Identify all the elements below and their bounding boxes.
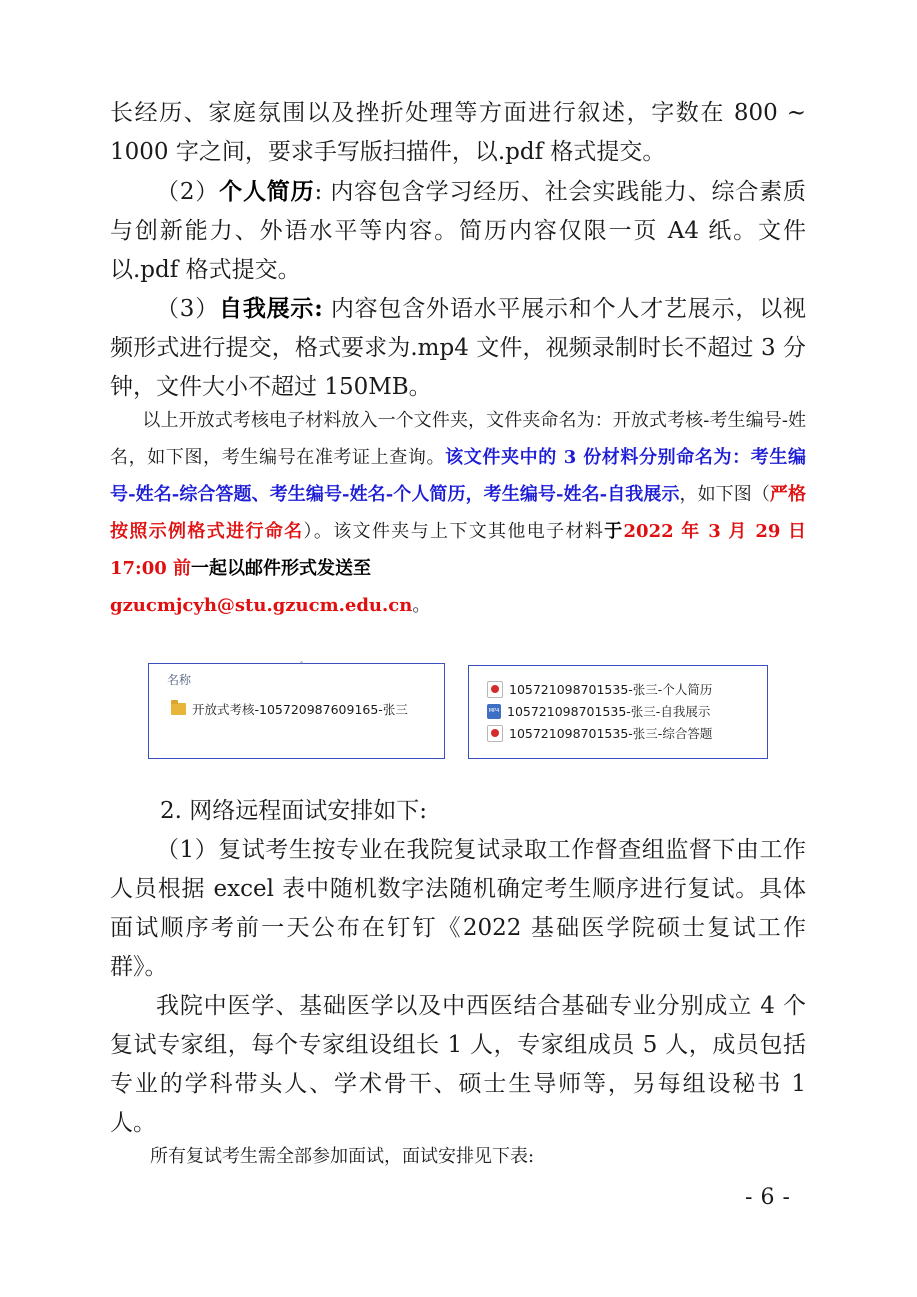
file-row[interactable]: [487, 680, 712, 698]
note-deadline: 2022 年 3 月 29 日 17:00 前: [110, 521, 807, 579]
item2-number: （2）: [156, 179, 220, 205]
note-text-2: ，如下图（: [679, 484, 770, 505]
item1-number: （1）: [156, 837, 219, 863]
pdf-file-icon: [487, 725, 503, 742]
item1-paragraph: [110, 831, 806, 987]
item3-title: 自我展示:: [219, 295, 323, 322]
file-row[interactable]: [487, 702, 710, 720]
files-example-window: [468, 665, 768, 759]
item3-number: （3）: [156, 296, 220, 322]
page-number-value: 6: [760, 1185, 783, 1210]
name-column-header[interactable]: 名称: [167, 673, 192, 687]
note-bold-2: 一起以邮件形式发送至: [191, 558, 372, 579]
section2-heading: [160, 792, 800, 831]
note-text-3: ）。该文件夹与上下文其他电子材料: [303, 521, 605, 542]
item3-paragraph: [110, 289, 806, 407]
folder-name: 开放式考核-105720987609165-张三: [192, 702, 408, 717]
page-number-dash-right: -: [782, 1185, 798, 1210]
item2-title: 个人简历: [219, 178, 315, 205]
note-paragraph: [110, 402, 806, 624]
all-candidates-paragraph: [150, 1138, 800, 1175]
intro-paragraph: [110, 94, 806, 172]
note-bold-1: 于: [604, 521, 624, 542]
section2-heading-text: 2. 网络远程面试安排如下:: [160, 798, 428, 824]
folder-row[interactable]: [171, 700, 408, 718]
experts-text: 我院中医学、基础医学以及中西医结合基础专业分别成立 4 个复试专家组，每个专家组设组长 1 人，专家组成员 5 人，成员包括专业的学科带头人、学术骨干、硕士生导师等，另每组设秘书 1 人。: [110, 993, 806, 1136]
pdf-file-icon: [487, 681, 503, 698]
intro-text: 长经历、家庭氛围以及挫折处理等方面进行叙述，字数在 800 ~ 1000 字之间，要求手写版扫描件，以.pdf 格式提交。: [110, 100, 806, 165]
note-strict-warning: 严格按照示例格式进行命名: [110, 484, 806, 542]
file-name: 105721098701535-张三-综合答题: [509, 726, 713, 741]
item3-body: 内容包含外语水平展示和个人才艺展示，以视频形式进行提交，格式要求为.mp4 文件，视频录制时长不超过 3 分钟，文件大小不超过 150MB。: [110, 296, 806, 400]
note-email[interactable]: gzucmjcyh@stu.gzucm.edu.cn: [110, 595, 413, 616]
sort-caret-icon: ˄: [299, 661, 304, 672]
file-name: 105721098701535-张三-个人简历: [509, 682, 713, 697]
item1-body: 复试考生按专业在我院复试录取工作督查组监督下由工作人员根据 excel 表中随机数字法随机确定考生顺序进行复试。具体面试顺序考前一天公布在钉钉《2022 基础医学院硕士复试工作群》。: [110, 837, 806, 980]
item2-body: : 内容包含学习经历、社会实践能力、综合素质与创新能力、外语水平等内容。简历内容仅限一页 A4 纸。文件以.pdf 格式提交。: [110, 179, 807, 283]
note-text-1: 以上开放式考核电子材料放入一个文件夹，文件夹命名为：开放式考核-考生编号-姓名，如下图，考生编号在准考证上查询。: [110, 410, 806, 468]
note-naming-rule: 该文件夹中的 3 份材料分别命名为：考生编号-姓名-综合答题、考生编号-姓名-个人简历，考生编号-姓名-自我展示: [110, 447, 807, 505]
file-row[interactable]: [487, 724, 712, 742]
mp4-file-icon: [487, 704, 501, 719]
file-name: 105721098701535-张三-自我展示: [507, 704, 711, 719]
folder-example-window: [148, 663, 445, 759]
item2-paragraph: [110, 172, 806, 290]
note-end: 。: [412, 595, 431, 616]
folder-icon: [171, 703, 186, 715]
page-number-dash-left: -: [745, 1185, 761, 1210]
experts-paragraph: [110, 987, 806, 1143]
all-candidates-text: 所有复试考生需全部参加面试，面试安排见下表:: [150, 1146, 535, 1167]
page-number: [745, 1185, 798, 1210]
